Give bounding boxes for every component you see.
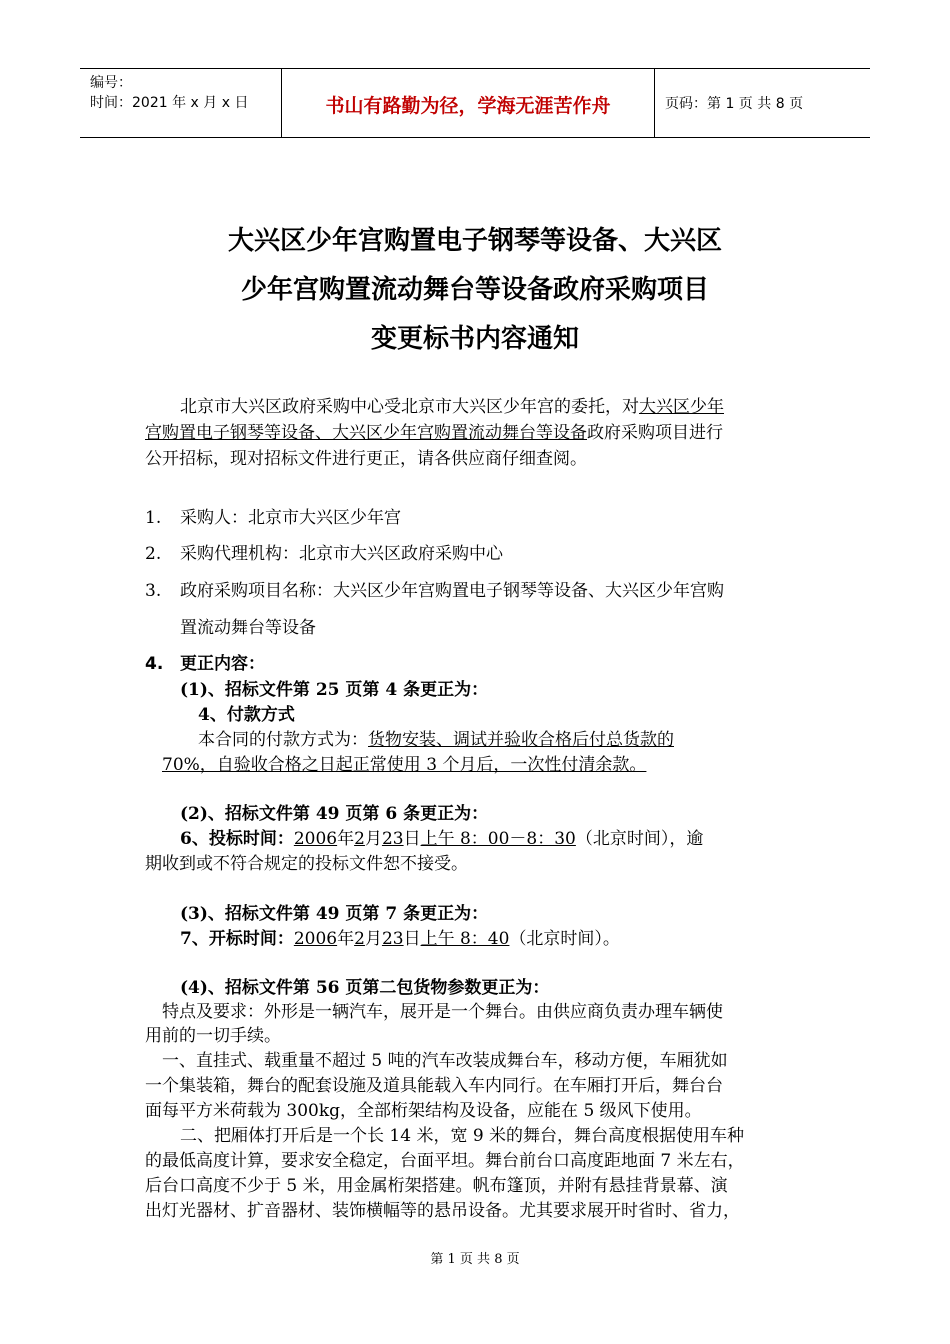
section-4-heading: (4)、招标文件第 56 页第二包货物参数更正为： — [180, 978, 550, 998]
day-suffix: 日 — [403, 829, 421, 849]
section-3-line-1 — [180, 928, 620, 950]
day-suffix: 日 — [403, 929, 421, 949]
section-4-line-1: 特点及要求：外形是一辆汽车，展开是一个舞台。由供应商负责办理车辆使 — [162, 1002, 723, 1022]
bid-month: 2 — [354, 829, 365, 849]
month-suffix: 月 — [364, 929, 382, 949]
section-3-heading: (3)、招标文件第 49 页第 7 条更正为： — [180, 904, 489, 924]
bid-time-label: 6、投标时间： — [180, 829, 294, 849]
page-info: 页码：第 1 页 共 8 页 — [665, 96, 804, 112]
bid-year: 2006 — [293, 829, 338, 849]
year-suffix: 年 — [337, 929, 355, 949]
opening-time-label: 7、开标时间： — [180, 929, 294, 949]
header-motto-cell — [282, 69, 655, 137]
title-line-2: 少年宫购置流动舞台等设备政府采购项目 — [240, 275, 709, 305]
opening-day: 23 — [381, 929, 404, 949]
item-4-number: 4. — [145, 654, 164, 674]
section-4-line-4: 一个集装箱，舞台的配套设施及道具能载入车内同行。在车厢打开后，舞台台 — [145, 1076, 723, 1096]
intro-line-2 — [145, 422, 723, 444]
section-4-line-3: 一、直挂式、载重量不超过 5 吨的汽车改装成舞台车，移动方便，车厢犹如 — [162, 1051, 728, 1071]
item-3-continuation: 置流动舞台等设备 — [180, 618, 316, 638]
month-suffix: 月 — [364, 829, 382, 849]
section-2-line-2: 期收到或不符合规定的投标文件恕不接受。 — [145, 854, 468, 874]
section-4-line-2: 用前的一切手续。 — [145, 1026, 281, 1046]
section-2-heading: (2)、招标文件第 49 页第 6 条更正为： — [180, 804, 489, 824]
year-suffix: 年 — [337, 829, 355, 849]
payment-terms-underlined: 货物安装、调试并验收合格后付总货款的 — [368, 730, 674, 750]
opening-month: 2 — [354, 929, 365, 949]
section-4-line-5: 面每平方米荷载为 300kg，全部桁架结构及设备，应能在 5 级风下使用。 — [145, 1101, 702, 1121]
page-footer: 第 1 页 共 8 页 — [430, 1252, 520, 1267]
item-4-text: 更正内容： — [180, 654, 265, 674]
section-1-line-1 — [198, 729, 674, 751]
intro-text: 北京市大兴区政府采购中心受北京市大兴区少年宫的委托，对 — [180, 397, 639, 417]
item-1-number: 1. — [145, 508, 162, 528]
intro-line-3: 公开招标，现对招标文件进行更正，请各供应商仔细查阅。 — [145, 449, 587, 469]
project-name-underlined: 宫购置电子钢琴等设备、大兴区少年宫购置流动舞台等设备 — [145, 423, 587, 443]
section-4-line-9: 出灯光器材、扩音器材、装饰横幅等的悬吊设备。尤其要求展开时省时、省力， — [145, 1201, 740, 1221]
opening-time-tail: （北京时间）。 — [509, 929, 620, 949]
item-3-text: 政府采购项目名称：大兴区少年宫购置电子钢琴等设备、大兴区少年宫购 — [180, 581, 724, 601]
opening-time: 上午 8：40 — [420, 929, 510, 949]
item-1-text: 采购人：北京市大兴区少年宫 — [180, 508, 401, 528]
title-line-1: 大兴区少年宫购置电子钢琴等设备、大兴区 — [227, 226, 722, 256]
opening-year: 2006 — [293, 929, 338, 949]
page-header — [80, 68, 870, 138]
motto: 书山有路勤为径，学海无涯苦作舟 — [325, 95, 611, 117]
section-1-subheading: 4、付款方式 — [198, 705, 295, 725]
intro-text: 政府采购项目进行 — [587, 423, 723, 443]
item-2-number: 2. — [145, 544, 162, 564]
header-meta-cell — [80, 69, 282, 137]
title-line-3: 变更标书内容通知 — [370, 324, 579, 354]
header-page-cell — [655, 69, 870, 137]
section-2-line-1 — [180, 828, 703, 850]
item-2-text: 采购代理机构：北京市大兴区政府采购中心 — [180, 544, 503, 564]
section-1-line-2: 70%，自验收合格之日起正常使用 3 个月后，一次性付清余款。 — [162, 755, 647, 775]
payment-text: 本合同的付款方式为： — [198, 730, 368, 750]
bid-time: 上午 8：00－8：30 — [420, 829, 576, 849]
section-4-line-6: 二、把厢体打开后是一个长 14 米，宽 9 米的舞台，舞台高度根据使用车种 — [180, 1126, 745, 1146]
bid-day: 23 — [381, 829, 404, 849]
number-label: 编号： — [90, 75, 132, 91]
section-4-line-8: 后台口高度不少于 5 米，用金属桁架搭建。帆布篷顶，并附有悬挂背景幕、演 — [145, 1176, 728, 1196]
item-3-number: 3. — [145, 581, 162, 601]
section-1-heading: (1)、招标文件第 25 页第 4 条更正为： — [180, 680, 489, 700]
intro-line-1 — [180, 396, 724, 418]
section-4-line-7: 的最低高度计算，要求安全稳定，台面平坦。舞台前台口高度距地面 7 米左右， — [145, 1151, 745, 1171]
time-label: 时间：2021 年 x 月 x 日 — [90, 95, 249, 111]
project-name-underlined: 大兴区少年 — [639, 397, 724, 417]
bid-time-tail: （北京时间），逾 — [575, 829, 704, 849]
